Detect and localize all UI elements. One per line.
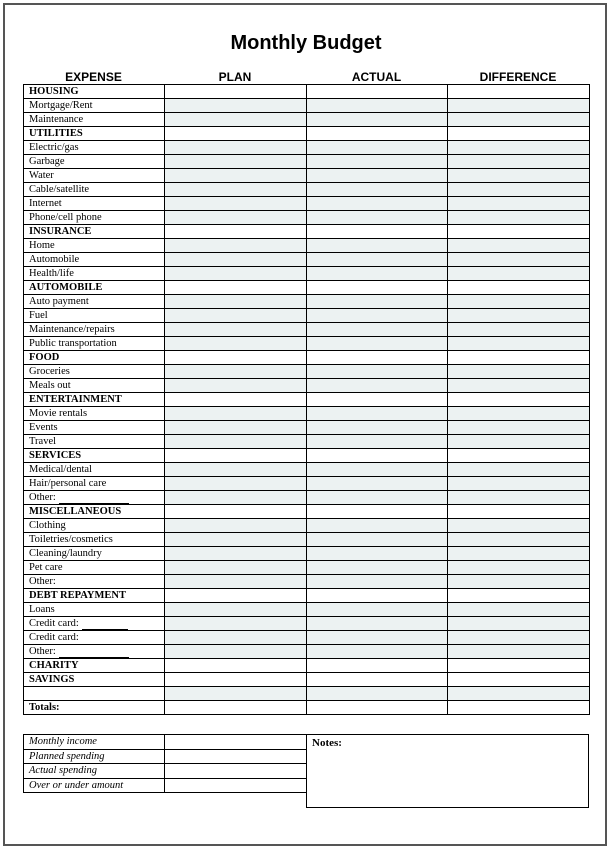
plan-cell[interactable] (165, 295, 307, 309)
expense-row (24, 141, 590, 155)
difference-cell[interactable] (448, 85, 590, 99)
plan-cell[interactable] (165, 281, 307, 295)
expense-label (24, 253, 165, 267)
difference-cell[interactable] (448, 393, 590, 407)
budget-table (23, 84, 590, 715)
actual-cell[interactable] (306, 281, 448, 295)
expense-row (24, 169, 590, 183)
expense-row (24, 533, 590, 547)
section-row (24, 659, 590, 673)
plan-cell[interactable] (165, 239, 307, 253)
expense-row (24, 491, 590, 505)
difference-cell[interactable] (448, 659, 590, 673)
section-row (24, 589, 590, 603)
summary-row (24, 778, 307, 793)
summary-value-cell[interactable] (165, 764, 307, 779)
expense-row (24, 631, 590, 645)
actual-cell[interactable] (306, 211, 448, 225)
row-label-text: INSURANCE (29, 226, 92, 237)
plan-cell[interactable] (165, 169, 307, 183)
plan-cell[interactable] (165, 700, 307, 714)
difference-cell[interactable] (448, 645, 590, 659)
plan-cell[interactable] (165, 673, 307, 687)
row-label-text: Garbage (29, 156, 65, 167)
expense-row (24, 155, 590, 169)
expense-row (24, 435, 590, 449)
summary-label: Actual spending (24, 764, 165, 779)
actual-cell[interactable] (306, 197, 448, 211)
actual-cell[interactable] (306, 323, 448, 337)
plan-cell[interactable] (165, 491, 307, 505)
expense-row (24, 267, 590, 281)
plan-cell[interactable] (165, 547, 307, 561)
expense-row (24, 365, 590, 379)
plan-cell[interactable] (165, 533, 307, 547)
actual-cell[interactable] (306, 617, 448, 631)
actual-cell[interactable] (306, 99, 448, 113)
row-label-text: Travel (29, 436, 57, 447)
plan-cell[interactable] (165, 99, 307, 113)
actual-cell[interactable] (306, 337, 448, 351)
difference-cell[interactable] (448, 127, 590, 141)
row-label-text: Credit card: (29, 632, 79, 643)
plan-cell[interactable] (165, 393, 307, 407)
difference-cell[interactable] (448, 421, 590, 435)
actual-cell[interactable] (306, 309, 448, 323)
difference-cell[interactable] (448, 519, 590, 533)
plan-cell[interactable] (165, 127, 307, 141)
expense-label (24, 113, 165, 127)
expense-label (24, 183, 165, 197)
difference-cell[interactable] (448, 239, 590, 253)
actual-cell[interactable] (306, 561, 448, 575)
notes-label: Notes: (312, 737, 342, 749)
section-label (24, 505, 165, 519)
expense-row (24, 337, 590, 351)
plan-cell[interactable] (165, 351, 307, 365)
difference-cell[interactable] (448, 267, 590, 281)
actual-cell[interactable] (306, 127, 448, 141)
actual-cell[interactable] (306, 603, 448, 617)
plan-cell[interactable] (165, 687, 307, 701)
row-label-text: Loans (29, 604, 55, 615)
expense-label (24, 155, 165, 169)
notes-box[interactable] (306, 734, 589, 808)
plan-cell[interactable] (165, 225, 307, 239)
difference-cell[interactable] (448, 99, 590, 113)
difference-cell[interactable] (448, 477, 590, 491)
row-label-text: Cleaning/laundry (29, 548, 102, 559)
actual-cell[interactable] (306, 659, 448, 673)
difference-cell[interactable] (448, 617, 590, 631)
expense-row (24, 253, 590, 267)
row-label-text: ENTERTAINMENT (29, 394, 122, 405)
actual-cell[interactable] (306, 253, 448, 267)
actual-cell[interactable] (306, 589, 448, 603)
actual-cell[interactable] (306, 155, 448, 169)
row-label-text: Public transportation (29, 338, 117, 349)
expense-label (24, 617, 165, 631)
row-label-text: Auto payment (29, 296, 89, 307)
row-label-text: Internet (29, 198, 62, 209)
expense-label (24, 169, 165, 183)
summary-label: Monthly income (24, 735, 165, 750)
summary-value-cell[interactable] (165, 778, 307, 793)
column-header-expense: EXPENSE (65, 70, 122, 84)
difference-cell[interactable] (448, 575, 590, 589)
plan-cell[interactable] (165, 211, 307, 225)
summary-section (23, 720, 589, 808)
expense-label (24, 295, 165, 309)
row-label-text: Health/life (29, 268, 74, 279)
section-row (24, 225, 590, 239)
actual-cell[interactable] (306, 85, 448, 99)
summary-row (24, 749, 307, 764)
column-header-plan: PLAN (218, 70, 252, 84)
section-label (24, 449, 165, 463)
row-label-text: Automobile (29, 254, 80, 265)
plan-cell[interactable] (165, 421, 307, 435)
row-label-text: Medical/dental (29, 464, 92, 475)
section-row (24, 449, 590, 463)
section-row (24, 85, 590, 99)
fill-in-blank[interactable] (59, 493, 129, 504)
actual-cell[interactable] (306, 365, 448, 379)
expense-label (24, 603, 165, 617)
expense-label (24, 533, 165, 547)
plan-cell[interactable] (165, 477, 307, 491)
difference-cell[interactable] (448, 281, 590, 295)
row-label-text: Meals out (29, 380, 71, 391)
page-title: Monthly Budget (230, 32, 382, 54)
actual-cell[interactable] (306, 351, 448, 365)
difference-cell[interactable] (448, 323, 590, 337)
difference-cell[interactable] (448, 183, 590, 197)
actual-cell[interactable] (306, 673, 448, 687)
section-row (24, 351, 590, 365)
difference-cell[interactable] (448, 700, 590, 714)
expense-row (24, 477, 590, 491)
row-label-text: Phone/cell phone (29, 212, 102, 223)
plan-cell[interactable] (165, 267, 307, 281)
summary-row (24, 735, 307, 750)
expense-row (24, 687, 590, 701)
actual-cell[interactable] (306, 379, 448, 393)
section-row (24, 127, 590, 141)
expense-row (24, 197, 590, 211)
plan-cell[interactable] (165, 337, 307, 351)
actual-cell[interactable] (306, 645, 448, 659)
actual-cell[interactable] (306, 463, 448, 477)
row-label-text: Other: (29, 492, 56, 503)
difference-cell[interactable] (448, 351, 590, 365)
section-label (24, 659, 165, 673)
section-label (24, 351, 165, 365)
row-label-text: MISCELLANEOUS (29, 506, 122, 517)
plan-cell[interactable] (165, 617, 307, 631)
section-label (24, 127, 165, 141)
plan-cell[interactable] (165, 113, 307, 127)
row-label-text: Electric/gas (29, 142, 79, 153)
fill-in-blank[interactable] (59, 647, 129, 658)
column-header-actual: ACTUAL (351, 70, 402, 84)
plan-cell[interactable] (165, 435, 307, 449)
actual-cell[interactable] (306, 700, 448, 714)
section-label (24, 673, 165, 687)
section-label (24, 700, 165, 714)
section-label (24, 225, 165, 239)
row-label-text: Clothing (29, 520, 66, 531)
actual-cell[interactable] (306, 533, 448, 547)
section-row (24, 393, 590, 407)
expense-label (24, 379, 165, 393)
plan-cell[interactable] (165, 645, 307, 659)
plan-cell[interactable] (165, 183, 307, 197)
difference-cell[interactable] (448, 155, 590, 169)
difference-cell[interactable] (448, 141, 590, 155)
difference-cell[interactable] (448, 631, 590, 645)
expense-label (24, 645, 165, 659)
actual-cell[interactable] (306, 631, 448, 645)
actual-cell[interactable] (306, 239, 448, 253)
row-label-text: Other: (29, 646, 56, 657)
actual-cell[interactable] (306, 477, 448, 491)
section-label (24, 85, 165, 99)
expense-row (24, 645, 590, 659)
expense-label (24, 141, 165, 155)
actual-cell[interactable] (306, 169, 448, 183)
actual-cell[interactable] (306, 407, 448, 421)
plan-cell[interactable] (165, 141, 307, 155)
plan-cell[interactable] (165, 659, 307, 673)
expense-row (24, 575, 590, 589)
row-label-text: UTILITIES (29, 128, 83, 139)
expense-label (24, 435, 165, 449)
plan-cell[interactable] (165, 561, 307, 575)
expense-label (24, 309, 165, 323)
expense-label (24, 197, 165, 211)
summary-label: Over or under amount (24, 778, 165, 793)
row-label-text: DEBT REPAYMENT (29, 590, 126, 601)
actual-cell[interactable] (306, 225, 448, 239)
difference-cell[interactable] (448, 407, 590, 421)
difference-cell[interactable] (448, 435, 590, 449)
row-label-text: Maintenance (29, 114, 84, 125)
expense-row (24, 309, 590, 323)
expense-row (24, 211, 590, 225)
plan-cell[interactable] (165, 365, 307, 379)
row-label-text: Home (29, 240, 55, 251)
expense-label (24, 547, 165, 561)
expense-label (24, 211, 165, 225)
expense-label (24, 575, 165, 589)
difference-cell[interactable] (448, 603, 590, 617)
summary-table (23, 720, 307, 793)
difference-cell[interactable] (448, 589, 590, 603)
plan-cell[interactable] (165, 631, 307, 645)
difference-cell[interactable] (448, 547, 590, 561)
section-label (24, 281, 165, 295)
difference-cell[interactable] (448, 295, 590, 309)
expense-label (24, 323, 165, 337)
plan-cell[interactable] (165, 449, 307, 463)
actual-cell[interactable] (306, 421, 448, 435)
difference-cell[interactable] (448, 673, 590, 687)
section-row (24, 673, 590, 687)
difference-cell[interactable] (448, 253, 590, 267)
section-row (24, 505, 590, 519)
plan-cell[interactable] (165, 155, 307, 169)
difference-cell[interactable] (448, 169, 590, 183)
expense-row (24, 617, 590, 631)
difference-cell[interactable] (448, 687, 590, 701)
actual-cell[interactable] (306, 505, 448, 519)
row-label-text: Groceries (29, 366, 70, 377)
actual-cell[interactable] (306, 491, 448, 505)
expense-label (24, 631, 165, 645)
difference-cell[interactable] (448, 211, 590, 225)
actual-cell[interactable] (306, 183, 448, 197)
fill-in-blank[interactable] (82, 619, 128, 630)
difference-cell[interactable] (448, 337, 590, 351)
expense-row (24, 519, 590, 533)
expense-label (24, 687, 165, 701)
actual-cell[interactable] (306, 435, 448, 449)
row-label-text: Other: (29, 576, 56, 587)
plan-cell[interactable] (165, 505, 307, 519)
actual-cell[interactable] (306, 393, 448, 407)
difference-cell[interactable] (448, 225, 590, 239)
row-label-text: SAVINGS (29, 674, 75, 685)
expense-row (24, 183, 590, 197)
actual-cell[interactable] (306, 449, 448, 463)
difference-cell[interactable] (448, 561, 590, 575)
actual-cell[interactable] (306, 295, 448, 309)
difference-cell[interactable] (448, 379, 590, 393)
row-label-text: AUTOMOBILE (29, 282, 103, 293)
row-label-text: Credit card: (29, 618, 79, 629)
section-row (24, 700, 590, 714)
difference-cell[interactable] (448, 113, 590, 127)
row-label-text: Fuel (29, 310, 48, 321)
expense-row (24, 379, 590, 393)
row-label-text: Cable/satellite (29, 184, 90, 195)
difference-cell[interactable] (448, 505, 590, 519)
plan-cell[interactable] (165, 323, 307, 337)
summary-label: Planned spending (24, 749, 165, 764)
expense-label (24, 561, 165, 575)
expense-row (24, 603, 590, 617)
expense-label (24, 407, 165, 421)
row-label-text: Maintenance/repairs (29, 324, 115, 335)
row-label-text: Events (29, 422, 58, 433)
plan-cell[interactable] (165, 589, 307, 603)
row-label-text: Mortgage/Rent (29, 100, 93, 111)
plan-cell[interactable] (165, 85, 307, 99)
expense-row (24, 463, 590, 477)
expense-label (24, 267, 165, 281)
plan-cell[interactable] (165, 253, 307, 267)
actual-cell[interactable] (306, 519, 448, 533)
column-header-difference: DIFFERENCE (479, 70, 557, 84)
summary-spacer-row (24, 720, 307, 735)
expense-label (24, 491, 165, 505)
difference-cell[interactable] (448, 309, 590, 323)
expense-label (24, 477, 165, 491)
row-label-text: Water (29, 170, 54, 181)
actual-cell[interactable] (306, 575, 448, 589)
section-label (24, 589, 165, 603)
expense-row (24, 113, 590, 127)
actual-cell[interactable] (306, 113, 448, 127)
summary-value-cell[interactable] (165, 735, 307, 750)
row-label-text: HOUSING (29, 86, 79, 97)
expense-row (24, 323, 590, 337)
difference-cell[interactable] (448, 365, 590, 379)
expense-label (24, 337, 165, 351)
row-label-text: Totals: (29, 701, 60, 713)
row-label-text: Hair/personal care (29, 478, 107, 489)
row-label-text: Pet care (29, 562, 63, 573)
actual-cell[interactable] (306, 267, 448, 281)
difference-cell[interactable] (448, 491, 590, 505)
plan-cell[interactable] (165, 407, 307, 421)
plan-cell[interactable] (165, 197, 307, 211)
difference-cell[interactable] (448, 197, 590, 211)
summary-value-cell[interactable] (165, 749, 307, 764)
plan-cell[interactable] (165, 603, 307, 617)
row-label-text: SERVICES (29, 450, 82, 461)
expense-row (24, 407, 590, 421)
actual-cell[interactable] (306, 141, 448, 155)
difference-cell[interactable] (448, 463, 590, 477)
plan-cell[interactable] (165, 575, 307, 589)
row-label-text: Toiletries/cosmetics (29, 534, 113, 545)
expense-label (24, 99, 165, 113)
expense-label (24, 239, 165, 253)
row-label-text: Movie rentals (29, 408, 88, 419)
plan-cell[interactable] (165, 379, 307, 393)
expense-row (24, 547, 590, 561)
row-label-text: CHARITY (29, 660, 79, 671)
expense-row (24, 239, 590, 253)
expense-row (24, 561, 590, 575)
plan-cell[interactable] (165, 309, 307, 323)
expense-label (24, 519, 165, 533)
section-label (24, 393, 165, 407)
expense-row (24, 421, 590, 435)
difference-cell[interactable] (448, 533, 590, 547)
actual-cell[interactable] (306, 687, 448, 701)
row-label-text: FOOD (29, 352, 60, 363)
section-row (24, 281, 590, 295)
difference-cell[interactable] (448, 449, 590, 463)
expense-label (24, 365, 165, 379)
expense-row (24, 99, 590, 113)
expense-row (24, 295, 590, 309)
expense-label (24, 463, 165, 477)
plan-cell[interactable] (165, 463, 307, 477)
plan-cell[interactable] (165, 519, 307, 533)
summary-row (24, 764, 307, 779)
actual-cell[interactable] (306, 547, 448, 561)
expense-label (24, 421, 165, 435)
